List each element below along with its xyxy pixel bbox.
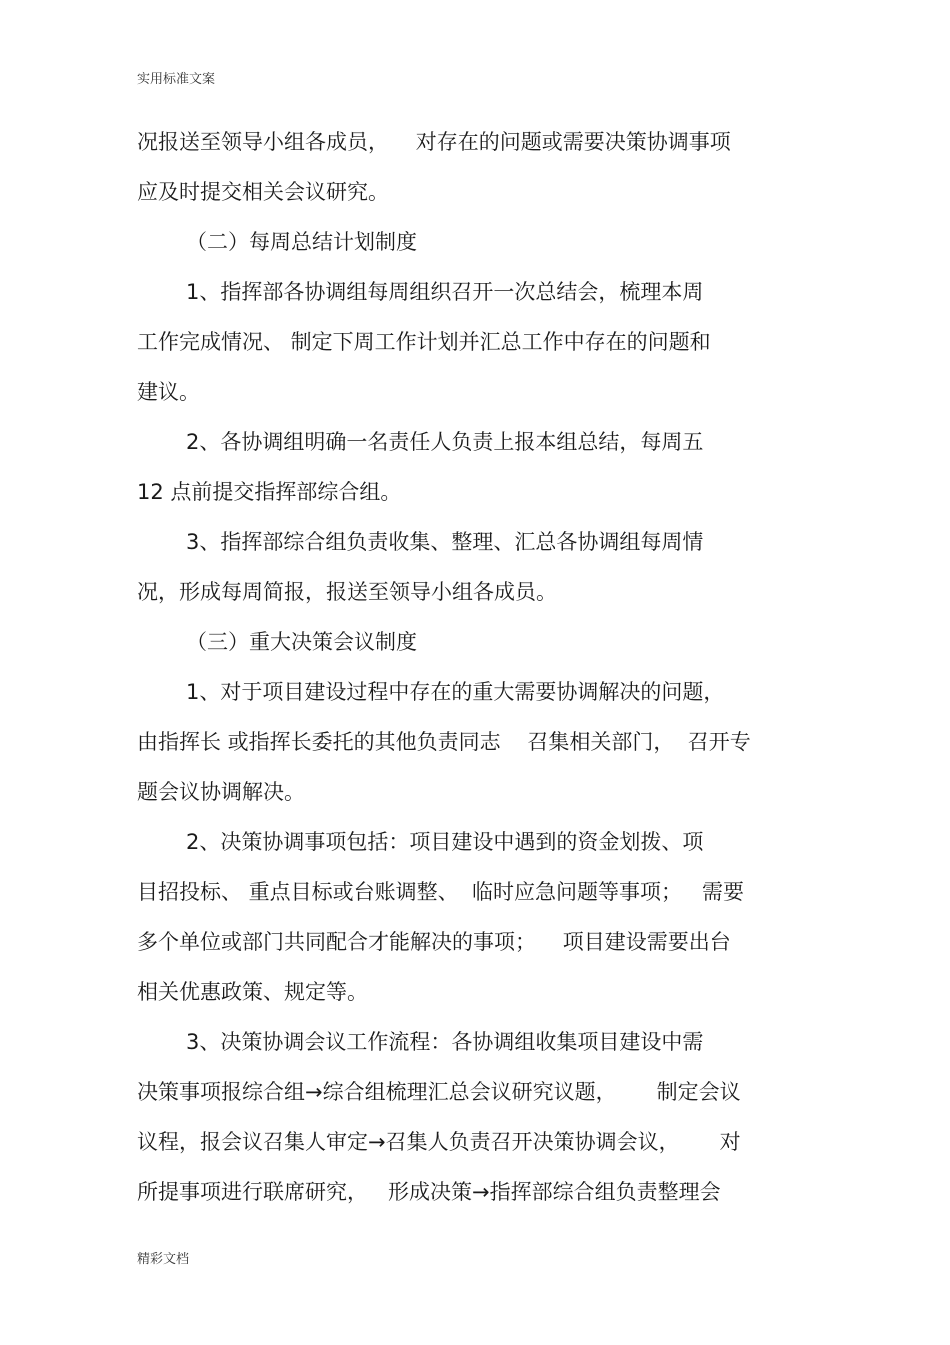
- text-line: 由指挥长 或指挥长委托的其他负责同志 召集相关部门， 召开专: [137, 730, 751, 754]
- text-line: 况，形成每周简报，报送至领导小组各成员。: [137, 580, 557, 604]
- text-line: 目招投标、 重点目标或台账调整、 临时应急问题等事项； 需要: [137, 880, 745, 904]
- text-line: 1、对于项目建设过程中存在的重大需要协调解决的问题，: [186, 680, 725, 704]
- text-line: 应及时提交相关会议研究。: [137, 180, 389, 204]
- text-line: 建议。: [137, 380, 200, 404]
- text-line: 所提事项进行联席研究， 形成决策→指挥部综合组负责整理会: [137, 1180, 721, 1204]
- text-line: 3、决策协调会议工作流程：各协调组收集项目建设中需: [186, 1030, 704, 1054]
- text-line: 相关优惠政策、规定等。: [137, 980, 368, 1004]
- text-line: 决策事项报综合组→综合组梳理汇总会议研究议题， 制定会议: [137, 1080, 741, 1104]
- text-line: 1、指挥部各协调组每周组织召开一次总结会，梳理本周: [186, 280, 704, 304]
- section-heading: （二）每周总结计划制度: [186, 230, 417, 254]
- text-line: 况报送至领导小组各成员， 对存在的问题或需要决策协调事项: [137, 130, 731, 154]
- text-line: 题会议协调解决。: [137, 780, 305, 804]
- page-header-label: 实用标准文案: [137, 72, 216, 87]
- text-line: 12 点前提交指挥部综合组。: [137, 480, 402, 504]
- section-heading: （三）重大决策会议制度: [186, 630, 417, 654]
- page-footer-label: 精彩文档: [137, 1252, 190, 1267]
- text-line: 议程，报会议召集人审定→召集人负责召开决策协调会议， 对: [137, 1130, 741, 1154]
- text-line: 工作完成情况、 制定下周工作计划并汇总工作中存在的问题和: [137, 330, 711, 354]
- text-line: 多个单位或部门共同配合才能解决的事项； 项目建设需要出台: [137, 930, 731, 954]
- text-line: 3、指挥部综合组负责收集、整理、汇总各协调组每周情: [186, 530, 704, 554]
- text-line: 2、各协调组明确一名责任人负责上报本组总结，每周五: [186, 430, 704, 454]
- text-line: 2、决策协调事项包括：项目建设中遇到的资金划拨、项: [186, 830, 704, 854]
